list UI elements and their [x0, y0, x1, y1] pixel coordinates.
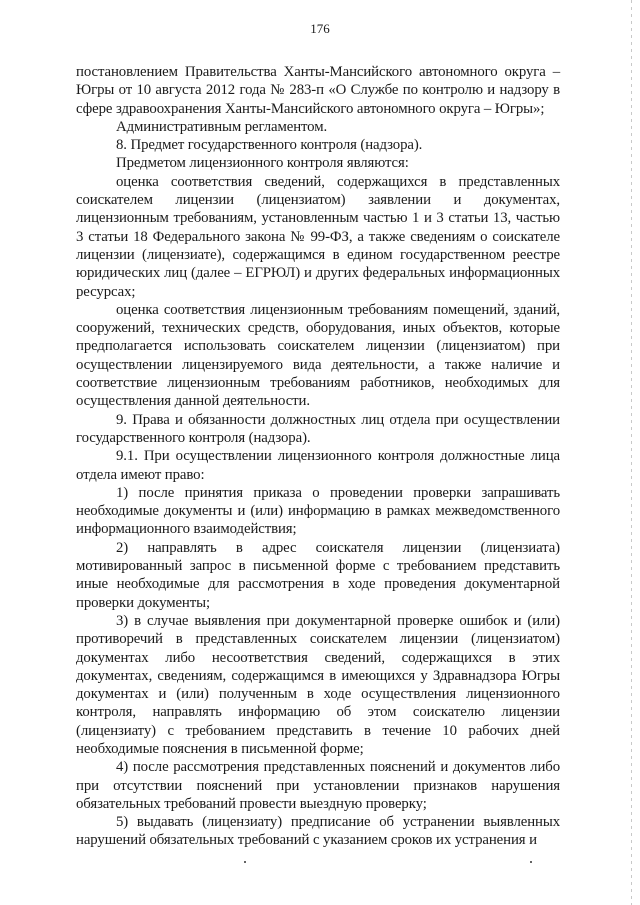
- list-item-3: 3) в случае выявления при документарной проверке ошибок и (или) противоречий в представленных соискателем лицензии (лицензиатом) документах либо несоответствия сведений, содержащихся в этих документах, сведениям, содержащимся в имеющихся у Здравнадзора Югры документах и (или) полученным в ходе осуществления лицензионного контроля, направлять информацию об этом соискателю лицензии (лицензиату) с требованием представить в течение 10 рабочих дней необходимые пояснения в письменной форме;: [76, 612, 560, 757]
- paragraph-assessment-premises: оценка соответствия лицензионным требованиям помещений, зданий, сооружений, технических средств, оборудования, иных объектов, которые предполагается использовать соискателем лицензии (лицензиатом) при осуществлении лицензируемого вида деятельности, а также наличие и соответствие лицензионным требованиям работников, необходимых для осуществления данной деятельности.: [76, 301, 560, 410]
- section-9-heading: 9. Права и обязанности должностных лиц отдела при осуществлении государственного контроля (надзора).: [76, 411, 560, 446]
- list-item-2: 2) направлять в адрес соискателя лицензии (лицензиата) мотивированный запрос в письменной форме с требованием представить иные необходимые для рассмотрения в ходе проведения документарной проверки документы;: [76, 539, 560, 611]
- scan-margin-line: [631, 0, 632, 905]
- paragraph-admin-regulation: Административным регламентом.: [116, 118, 328, 135]
- document-body: [76, 63, 560, 850]
- section-9-1-heading: 9.1. При осуществлении лицензионного контроля должностные лица отдела имеют право:: [76, 448, 560, 483]
- section-8-heading: 8. Предмет государственного контроля (надзора).: [116, 137, 423, 154]
- paragraph-subject-intro: Предметом лицензионного контроля являются:: [116, 155, 409, 172]
- scan-speck: [244, 861, 246, 863]
- paragraph-assessment-documents: оценка соответствия сведений, содержащихся в представленных соискателем лицензии (лицензиатом) заявлении и документах, лицензионным требованиям, установленным частью 1 и 3 статьи 13, частью 3 статьи 18 Федерального закона № 99-ФЗ, а также сведениям о соискателе лицензии (лицензиате), содержащимся в едином государственном реестре юридических лиц (далее – ЕГРЮЛ) и других федеральных информационных ресурсах;: [76, 173, 560, 300]
- list-item-5: 5) выдавать (лицензиату) предписание об устранении выявленных нарушений обязательных требований с указанием сроков их устранения и: [76, 814, 560, 849]
- paragraph-resolution-reference: постановлением Правительства Ханты-Мансийского автономного округа – Югры от 10 августа 2012 года № 283-п «О Службе по контролю и надзору в сфере здравоохранения Ханты-Мансийского автономного округа – Югры»;: [76, 64, 560, 117]
- list-item-1: 1) после принятия приказа о проведении проверки запрашивать необходимые документы и (или) информацию в рамках межведомственного информационного взаимодействия;: [76, 484, 560, 538]
- list-item-4: 4) после рассмотрения представленных пояснений и документов либо при отсутствии пояснений при установлении признаков нарушения обязательных требований провести выездную проверку;: [76, 759, 560, 812]
- scan-speck: [530, 861, 532, 863]
- page-number: 176: [310, 21, 330, 36]
